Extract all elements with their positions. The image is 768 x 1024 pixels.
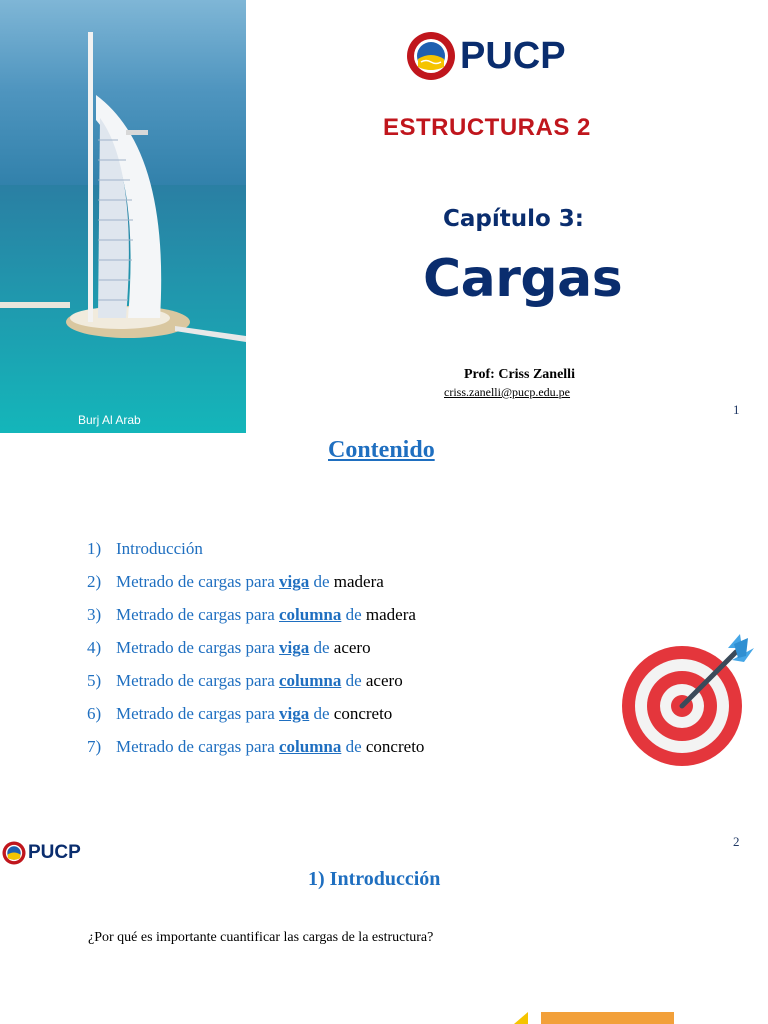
item-keyword: columna: [279, 737, 342, 756]
item-number: 6): [87, 704, 102, 723]
item-connector: de: [341, 605, 366, 624]
item-connector: de: [309, 638, 334, 657]
list-item: [87, 668, 424, 701]
item-text: Metrado de cargas para: [116, 638, 279, 657]
pucp-logo-text: PUCP: [28, 842, 81, 863]
list-item: [87, 602, 424, 635]
item-keyword: viga: [279, 704, 310, 723]
item-number: 3): [87, 605, 102, 624]
item-connector: de: [309, 704, 334, 723]
item-text: Metrado de cargas para: [116, 704, 279, 723]
item-material: madera: [333, 572, 384, 591]
professor-email-link[interactable]: criss.zanelli@pucp.edu.pe: [444, 385, 571, 399]
item-keyword: columna: [279, 605, 342, 624]
decorative-triangle: [514, 1012, 528, 1024]
item-text: Metrado de cargas para: [116, 572, 279, 591]
professor-name: Prof: Criss Zanelli: [464, 367, 575, 382]
list-item: [87, 701, 424, 734]
item-number: 4): [87, 638, 102, 657]
item-text: Metrado de cargas para: [116, 737, 279, 756]
chapter-label: Capítulo 3:: [443, 206, 585, 232]
item-keyword: viga: [279, 572, 310, 591]
list-item: [87, 569, 424, 602]
page-number: 2: [733, 834, 740, 849]
pucp-logo: [406, 28, 566, 84]
pucp-seal-icon: [2, 841, 26, 865]
photo-caption: Burj Al Arab: [78, 413, 141, 427]
item-number: 1): [87, 539, 102, 558]
contents-heading: Contenido: [328, 437, 435, 463]
item-material: madera: [365, 605, 416, 624]
section-heading: 1) Introducción: [308, 868, 441, 890]
intro-question: ¿Por qué es importante cuantificar las cargas de la estructura?: [88, 930, 434, 945]
item-text: Metrado de cargas para: [116, 605, 279, 624]
item-material: concreto: [365, 737, 425, 756]
item-connector: de: [341, 671, 366, 690]
item-connector: de: [309, 572, 334, 591]
item-keyword: columna: [279, 671, 342, 690]
contents-list: [87, 536, 424, 767]
item-number: 7): [87, 737, 102, 756]
page-number: 1: [733, 402, 740, 417]
chapter-topic: Cargas: [423, 249, 623, 309]
list-item: [87, 635, 424, 668]
item-keyword: viga: [279, 638, 310, 657]
item-material: acero: [333, 638, 371, 657]
item-material: concreto: [333, 704, 393, 723]
decorative-bar: [541, 1012, 674, 1024]
list-item: [87, 734, 424, 767]
item-text: Metrado de cargas para: [116, 671, 279, 690]
item-number: 5): [87, 671, 102, 690]
item-connector: de: [341, 737, 366, 756]
pucp-logo: [2, 841, 81, 865]
pucp-logo-text: PUCP: [460, 34, 566, 77]
burj-al-arab-photo: [0, 0, 246, 433]
item-text: Introducción: [116, 539, 203, 558]
target-icon: [620, 630, 760, 770]
list-item: [87, 536, 424, 569]
course-title: ESTRUCTURAS 2: [383, 114, 591, 141]
item-material: acero: [365, 671, 403, 690]
pucp-seal-icon: [406, 31, 456, 81]
item-number: 2): [87, 572, 102, 591]
